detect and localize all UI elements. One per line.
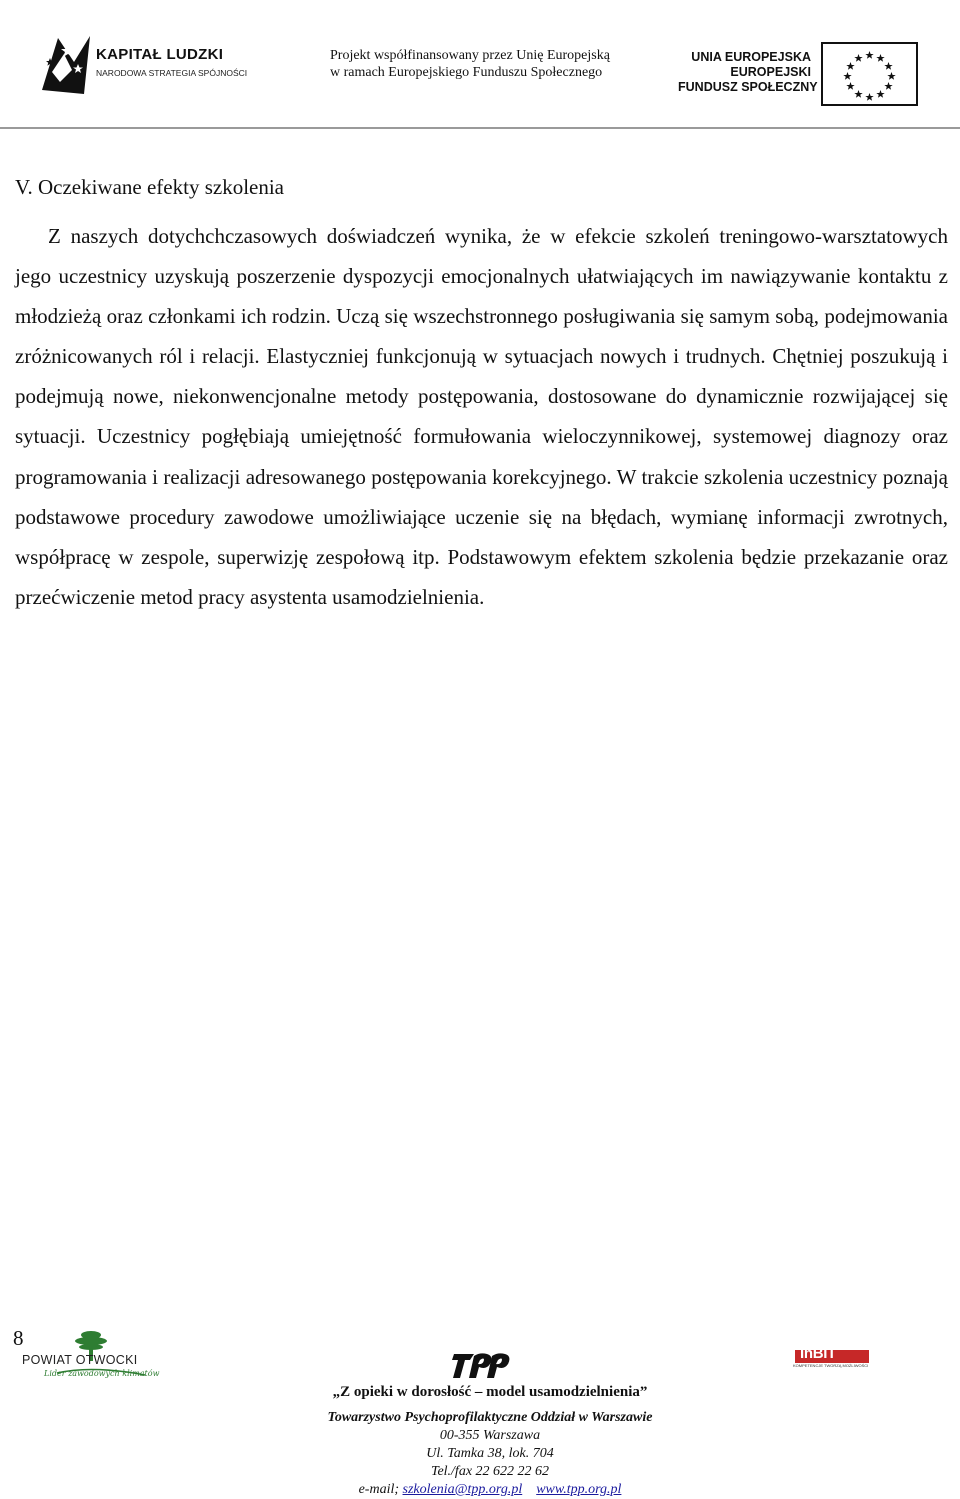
page-number: 8 <box>13 1326 24 1350</box>
email-label: e-mail; <box>358 1482 403 1497</box>
eu-label-line-2: EUROPEJSKI <box>730 65 811 79</box>
kapital-ludzki-title: KAPITAŁ LUDZKI <box>96 46 224 63</box>
tpp-logo-icon <box>450 1348 512 1382</box>
organization-name: Towarzystwo Psychoprofilaktyczne Oddział w Warszawie <box>327 1410 653 1425</box>
email-link[interactable]: szkolenia@tpp.org.pl <box>402 1482 523 1497</box>
cofinancing-note <box>330 47 610 81</box>
eu-flag-icon <box>821 42 918 106</box>
inbit-tagline: KOMPETENCJE TWORZĄ MOŻLIWOŚCI <box>793 1363 869 1368</box>
section-body-paragraph <box>15 216 948 617</box>
paragraph-text: Z naszych dotychchczasowych doświadczeń wynika, że w efekcie szkoleń treningowo-warsztatowych jego uczestnicy uzyskują poszerzenie dyspozycji emocjonalnych ułatwiających im nawiązywanie kontaktu z młodzieżą oraz członkami ich rodzin. Uczą się wszechstronnego posługiwania się samym sobą, podejmowania zróżnicowanych ról i relacji. Elastyczniej funkcjonują w sytuacjach nowych i trudnych. Chętniej poszukują i podejmują nowe, niekonwencjonalne metody postępowania, dostosowane do dynamicznie rozwijającej się sytuacji. Uczestnicy pogłębiają umiejętność formułowania wieloczynnikowej, systemowej diagnozy oraz programowania i realizacji adresowanego postępowania korekcyjnego. W trakcie szkolenia uczestnicy poznają podstawowe procedury zawodowe umożliwiające uczenie się na błędach, wymianę informacji zwrotnych, współpracę w zespole, superwizję zespołową itp. Podstawowym efektem szkolenia będzie przekazanie oraz przećwiczenie metod pracy asystenta usamodzielnienia. <box>15 224 948 609</box>
kapital-ludzki-subtitle: NARODOWA STRATEGIA SPÓJNOŚCI <box>96 68 248 78</box>
website-link[interactable]: www.tpp.org.pl <box>536 1482 622 1497</box>
powiat-slogan: Lider zawodowych klimatów <box>44 1369 160 1378</box>
inbit-name: InBIT <box>800 1345 836 1362</box>
cofinancing-line-2: w ramach Europejskiego Funduszu Społecznego <box>330 65 603 80</box>
cofinancing-line-1: Projekt współfinansowany przez Unię Europejską <box>330 48 610 63</box>
phone-fax: Tel./fax 22 622 22 62 <box>430 1464 550 1479</box>
eu-fund-label <box>678 50 818 95</box>
project-title: „Z opieki w dorosłość – model usamodzielnienia” <box>332 1384 648 1400</box>
eu-label-line-1: UNIA EUROPEJSKA <box>691 50 811 64</box>
page-footer <box>290 1382 690 1499</box>
contact-line <box>290 1481 690 1499</box>
section-heading: V. Oczekiwane efekty szkolenia <box>15 175 285 199</box>
street-address: Ul. Tamka 38, lok. 704 <box>426 1446 554 1461</box>
postal-address: 00-355 Warszawa <box>439 1428 541 1443</box>
eu-label-line-3: FUNDUSZ SPOŁECZNY <box>678 80 818 94</box>
kapital-ludzki-logo <box>38 32 238 98</box>
powiat-name: POWIAT OTWOCKI <box>22 1353 138 1367</box>
page-header <box>0 0 960 129</box>
